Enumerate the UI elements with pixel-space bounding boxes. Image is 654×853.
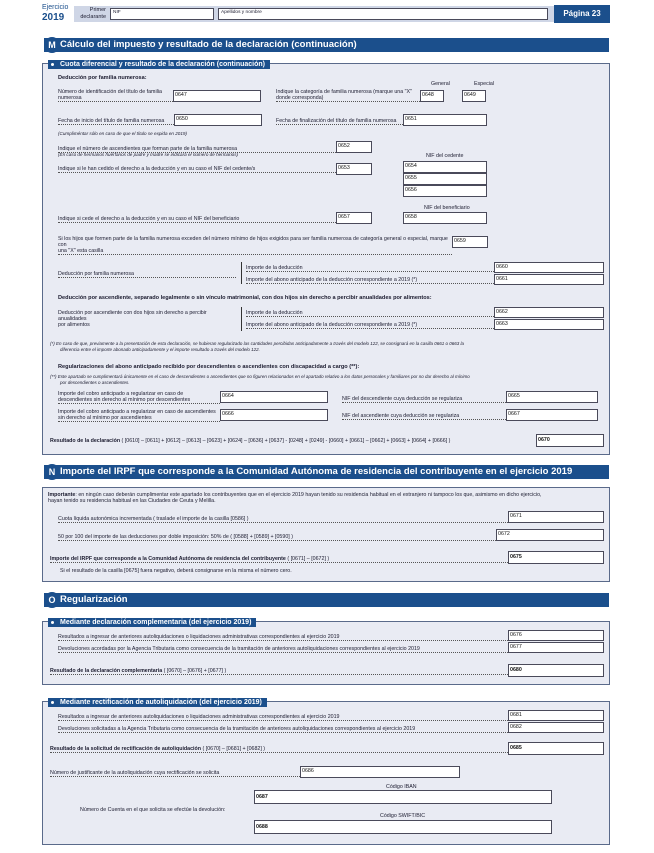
page-number: Página 23 — [554, 5, 610, 23]
importante-note: Importante: en ningún caso deberán cumplimentar este apartado los contribuyentes que en el ejercicio 2019 hayan tenido su residencia habitual en el extranjero ni tampoco los que, asimismo en dicho ejercicio, hayan tenido su residencia habitual en las Ciudades de Ceuta y Melilla. — [48, 492, 542, 505]
section-m-badge: M — [44, 37, 60, 53]
importe-ded-0660: Importe de la deducción — [246, 265, 494, 272]
field-0650[interactable]: 0650 — [174, 114, 262, 126]
ejercicio-label: Ejercicio — [42, 4, 69, 11]
note-fecha: (Cumpliméntar sólo en caso de que el título se expida en 2019) — [58, 131, 187, 136]
field-0663[interactable]: 0663 — [494, 319, 604, 330]
field-0664[interactable]: 0664 — [220, 391, 328, 403]
section-o-sub1: Mediante declaración complementaria (del ejercicio 2019) — [48, 618, 256, 627]
section-n-title: Importe del IRPF que corresponde a la Comunidad Autónoma de residencia del contribuyente en el ejercicio 2019 — [44, 465, 609, 479]
n-note: Si el resultado de la casilla [0675] fuera negativo, deberá consignarse en la misma el número cero. — [60, 568, 292, 574]
field-0688[interactable]: 0688 — [254, 820, 552, 834]
reg-title: Regularizaciones del abono anticipado recibido por descendientes o ascendientes con discapacidad a cargo (**): — [58, 364, 360, 370]
l0652-note: (En caso de hermanos huérfanos de padre y madre se indicará el número de hermanos) — [58, 152, 239, 157]
l0682: Devoluciones solicitadas a la Agencia Tributaria como consecuencia de la tramitación de anteriores autoliquidaciones correspondientes al ejercicio 2019 — [58, 726, 508, 733]
field-0654[interactable]: 0654 — [403, 161, 487, 173]
field-0676[interactable]: 0676 — [508, 630, 604, 641]
note-1: (*) En caso de que, previamente a la presentación de esta declaración, se hubieran regularizado las cantidades percibidas anticipadamente a través del modelo 122, se consignará en la casilla 0661 o 0663 la — [50, 341, 465, 346]
especial-label: Especial — [474, 81, 495, 87]
field-0677[interactable]: 0677 — [508, 642, 604, 653]
section-o-title: Regularización — [44, 593, 609, 607]
header — [42, 4, 610, 24]
field-0686[interactable]: 0686 — [300, 766, 460, 778]
field-0682[interactable]: 0682 — [508, 722, 604, 733]
swift-label: Código SWIFT/BIC — [380, 813, 426, 819]
ejercicio-year: 2019 — [42, 12, 65, 23]
cuenta-label: Número de Cuenta en el que solicita se efectúe la devolución: — [80, 807, 226, 813]
l0652: Indique el número de ascendientes que forman parte de la familia numerosa — [58, 146, 336, 153]
asc-title: Deducción por ascendiente, separado legalmente o sin vínculo matrimonial, con dos hijos sin derecho a percibir anualidades por alimentos: — [58, 295, 432, 301]
fam-title: Deducción por familia numerosa: — [58, 75, 147, 81]
l0657: Indique si cede el derecho a la deducción y en su caso el NIF del beneficiario — [58, 216, 336, 223]
field-0665[interactable]: 0665 — [506, 391, 598, 403]
apellidos-label: Apellidos y nombre — [221, 10, 262, 15]
field-0675[interactable]: 0675 — [508, 551, 604, 564]
importe-abono-0663: Importe del abono anticipado de la deducción correspondiente a 2019 (*) — [246, 322, 494, 329]
field-0655[interactable]: 0655 — [403, 173, 487, 185]
l0675: Importe del IRPF que corresponde a la Comunidad Autónoma de residencia del contribuyente ( [0671] – [0672] ) — [50, 556, 508, 563]
l0672: 50 por 100 del importe de las deducciones por doble imposición: 50% de ( [0588] + [0589] + [0590] ) — [58, 534, 496, 541]
note-4: por descendientes o ascendientes. — [60, 380, 130, 385]
l0671: Cuota líquida autonómica incrementada ( traslade el importe de la casilla [0586] ) — [58, 516, 508, 523]
field-0672[interactable]: 0672 — [496, 529, 604, 541]
field-0659[interactable]: 0659 — [452, 236, 488, 248]
l0676: Resultados a ingresar de anteriores autoliquidaciones o liquidaciones administrativas correspondientes al ejercicio 2019 — [58, 634, 508, 641]
field-0681[interactable]: 0681 — [508, 710, 604, 721]
l0686: Número de justificante de la autoliquidación cuya rectificación se solicita — [50, 770, 300, 777]
asc-label: Deducción por ascendiente con dos hijos sin derecho a percibir anualidades por alimentos — [58, 310, 207, 329]
field-0657[interactable]: 0657 — [336, 212, 372, 224]
field-0687[interactable]: 0687 — [254, 790, 552, 804]
field-0662[interactable]: 0662 — [494, 307, 604, 318]
nif-cedente-label: NIF del cedente — [426, 153, 464, 159]
section-o-sub2: Mediante rectificación de autoliquidación (del ejercicio 2019) — [48, 698, 267, 707]
ded-fam-label: Deducción por familia numerosa — [58, 271, 236, 278]
field-0658[interactable]: 0658 — [403, 212, 487, 224]
importe-ded-0662: Importe de la deducción — [246, 310, 494, 317]
field-0667[interactable]: 0667 — [506, 409, 598, 421]
field-0648[interactable]: 0648 — [420, 90, 444, 102]
l0670: Resultado de la declaración ( [0610] – [0611] + [0612] – [0613] – [0623] + [0624] – [0636] + [0637] - [0248] + [0249] - [0660] + [0661] – [0662] + [0663] + [0664] + [0666] ) — [50, 438, 451, 444]
field-0653[interactable]: 0653 — [336, 163, 372, 175]
field-0656[interactable]: 0656 — [403, 185, 487, 197]
field-0671[interactable]: 0671 — [508, 511, 604, 523]
l0647: Número de identificación del título de familia numerosa — [58, 89, 173, 102]
l0666: Importe del cobro anticipado a regularizar en caso de ascendientes sin derecho al mínimo por ascendientes — [58, 409, 220, 422]
field-0652[interactable]: 0652 — [336, 141, 372, 153]
field-0649[interactable]: 0649 — [462, 90, 486, 102]
field-0660[interactable]: 0660 — [494, 262, 604, 273]
l0665: NIF del descendiente cuya deducción se regulariza — [342, 396, 506, 403]
field-0661[interactable]: 0661 — [494, 274, 604, 285]
nif-benef-label: NIF del beneficiario — [424, 205, 470, 211]
l0680: Resultado de la declaración complementaria ( [0670] – [0676] + [0677] ) — [50, 668, 508, 675]
field-0680[interactable]: 0680 — [508, 664, 604, 677]
section-m-sub: Cuota diferencial y resultado de la declaración (continuación) — [48, 60, 270, 69]
l0667: NIF del ascendiente cuya deducción se regulariza — [342, 413, 506, 420]
section-n-badge: N — [44, 464, 60, 480]
l0648: Indique la categoría de familia numerosa (marque una "X" donde corresponda) — [276, 89, 420, 102]
field-0666[interactable]: 0666 — [220, 409, 328, 421]
l0677: Devoluciones acordadas por la Agencia Tributaria como consecuencia de la tramitación de anteriores autoliquidaciones correspondientes al ejercicio 2019 — [58, 646, 508, 653]
field-0670[interactable]: 0670 — [536, 434, 604, 447]
field-0685[interactable]: 0685 — [508, 742, 604, 755]
l0659: Si los hijos que formen parte de la familia numerosa exceden del número mínimo de hijos exigidos para ser familia numerosa de categoría general o especial, marque con una "X" esta casilla — [58, 236, 452, 255]
l0681: Resultados a ingresar de anteriores autoliquidaciones o liquidaciones administrativas correspondientes al ejercicio 2019 — [58, 714, 508, 721]
note-3: (**) Este apartado se cumplimentará únicamente en el caso de descendientes o ascendientes que no figuren relacionados en el apartado relativo a los datos personales y familiares por no dar derecho al mínimo — [50, 374, 470, 379]
l0651: Fecha de finalización del título de familia numerosa — [276, 118, 403, 125]
general-label: General — [431, 81, 450, 87]
nif-label: NIF — [113, 10, 121, 15]
apellidos-field[interactable] — [218, 8, 548, 20]
nif-field[interactable] — [110, 8, 214, 20]
importe-abono-0661: Importe del abono anticipado de la deducción correspondiente a 2019 (*) — [246, 277, 494, 284]
field-0647[interactable]: 0647 — [173, 90, 261, 102]
iban-label: Código IBAN — [386, 784, 417, 790]
l0685: Resultado de la solicitud de rectificación de autoliquidación ( [0670] – [0681] + [0682] ) — [50, 746, 508, 753]
l0664: Importe del cobro anticipado a regularizar en caso de descendientes sin derecho al mínimo por descendientes — [58, 391, 220, 404]
section-m-title: Cálculo del impuesto y resultado de la declaración (continuación) — [44, 38, 609, 52]
l0653: Indique si le han cedido el derecho a la deducción y en su caso el NIF del cedente/s — [58, 166, 336, 173]
l0650: Fecha de inicio del título de familia numerosa — [58, 118, 174, 125]
field-0651[interactable]: 0651 — [403, 114, 487, 126]
primer-label: Primer — [89, 7, 106, 13]
declarante-label: declarante — [80, 14, 106, 20]
section-o-badge: O — [44, 592, 60, 608]
note-2: diferencia entre el importe abonado anticipadamente y el importe resultado a través del modelo 122. — [60, 347, 260, 352]
